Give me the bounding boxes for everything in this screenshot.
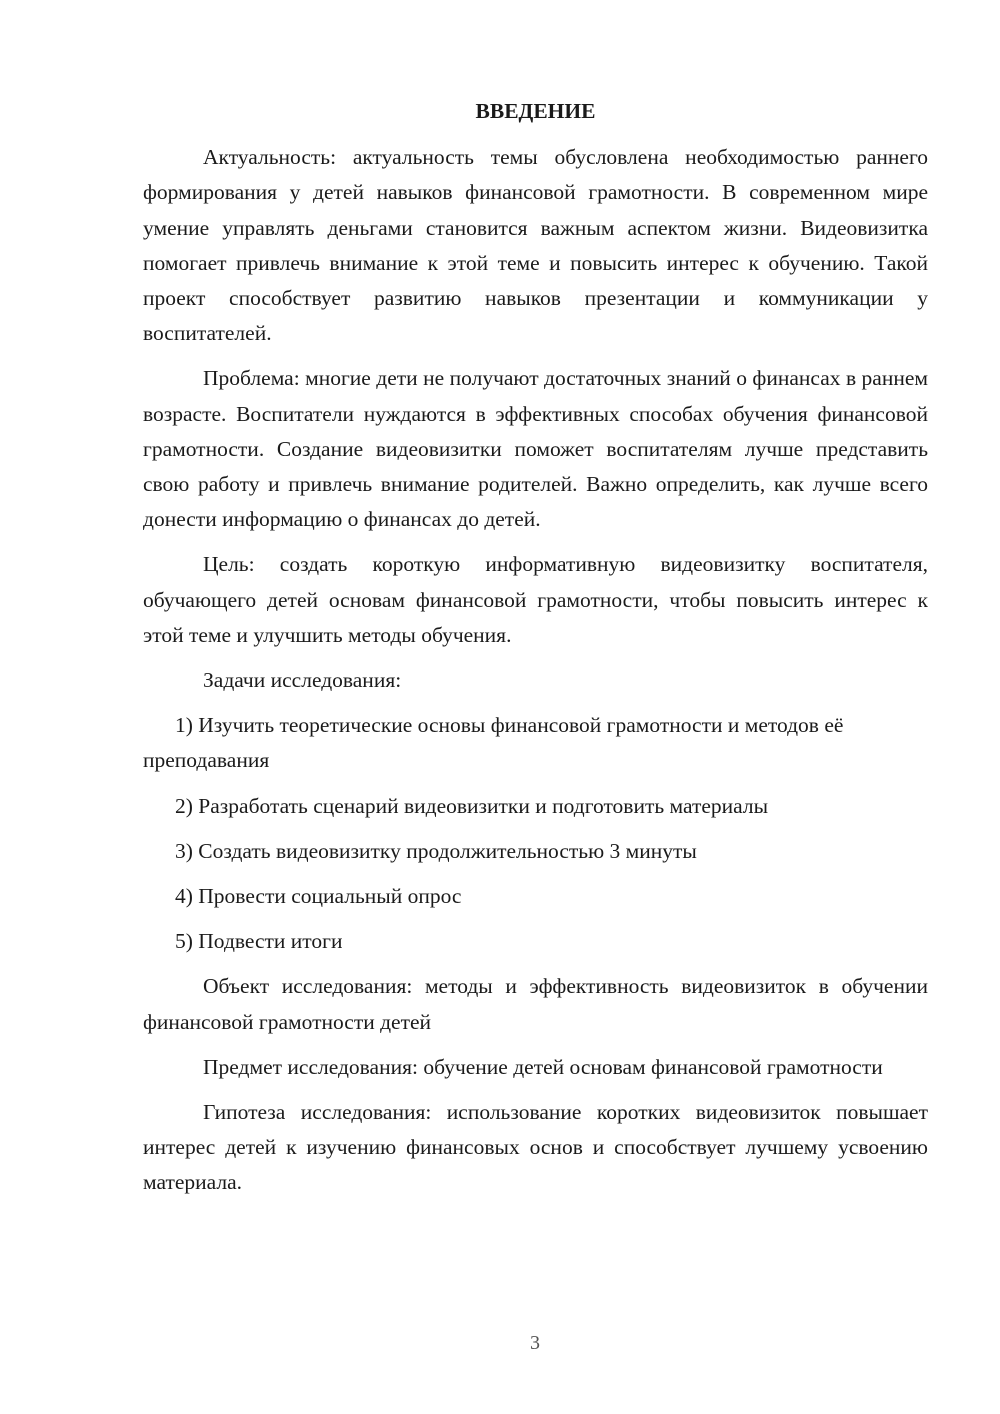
tasks-list xyxy=(143,708,928,959)
section-heading: ВВЕДЕНИЕ xyxy=(475,99,596,123)
paragraph-problem: Проблема: многие дети не получают достаточных знаний о финансах в раннем возрасте. Воспитатели нуждаются в эффективных способах обучения финансовой грамотности. Создание видеовизитки поможет воспитателям лучше представить свою работу и привлечь внимание родителей. Важно определить, как лучше всего донести информацию о финансах до детей. xyxy=(143,366,928,532)
paragraph-goal: Цель: создать короткую информативную видеовизитку воспитателя, обучающего детей основам финансовой грамотности, чтобы повысить интерес к этой теме и улучшить методы обучения. xyxy=(143,552,928,647)
paragraph-relevance: Актуальность: актуальность темы обусловлена необходимостью раннего формирования у детей навыков финансовой грамотности. В современном мире умение управлять деньгами становится важным аспектом жизни. Видеовизитка помогает привлечь внимание к этой теме и повысить интерес к обучению. Такой проект способствует развитию навыков презентации и коммуникации у воспитателей. xyxy=(143,145,928,346)
list-item: 4) Провести социальный опрос xyxy=(175,884,462,909)
list-item: 2) Разработать сценарий видеовизитки и подготовить материалы xyxy=(175,793,769,818)
document-page xyxy=(143,94,928,1211)
paragraph-hypothesis: Гипотеза исследования: использование коротких видеовизиток повышает интерес детей к изучению финансовых основ и способствует лучшему усвоению материала. xyxy=(143,1100,928,1195)
paragraph-subject: Предмет исследования: обучение детей основам финансовой грамотности xyxy=(203,1054,883,1079)
paragraph-object: Объект исследования: методы и эффективность видеовизиток в обучении финансовой грамотности детей xyxy=(143,974,928,1034)
page-number: 3 xyxy=(530,1332,540,1354)
list-item: 1) Изучить теоретические основы финансовой грамотности и методов её преподавания xyxy=(143,713,844,773)
list-item: 5) Подвести итоги xyxy=(175,929,343,954)
list-item: 3) Создать видеовизитку продолжительностью 3 минуты xyxy=(175,838,697,863)
tasks-title: Задачи исследования: xyxy=(203,668,402,693)
